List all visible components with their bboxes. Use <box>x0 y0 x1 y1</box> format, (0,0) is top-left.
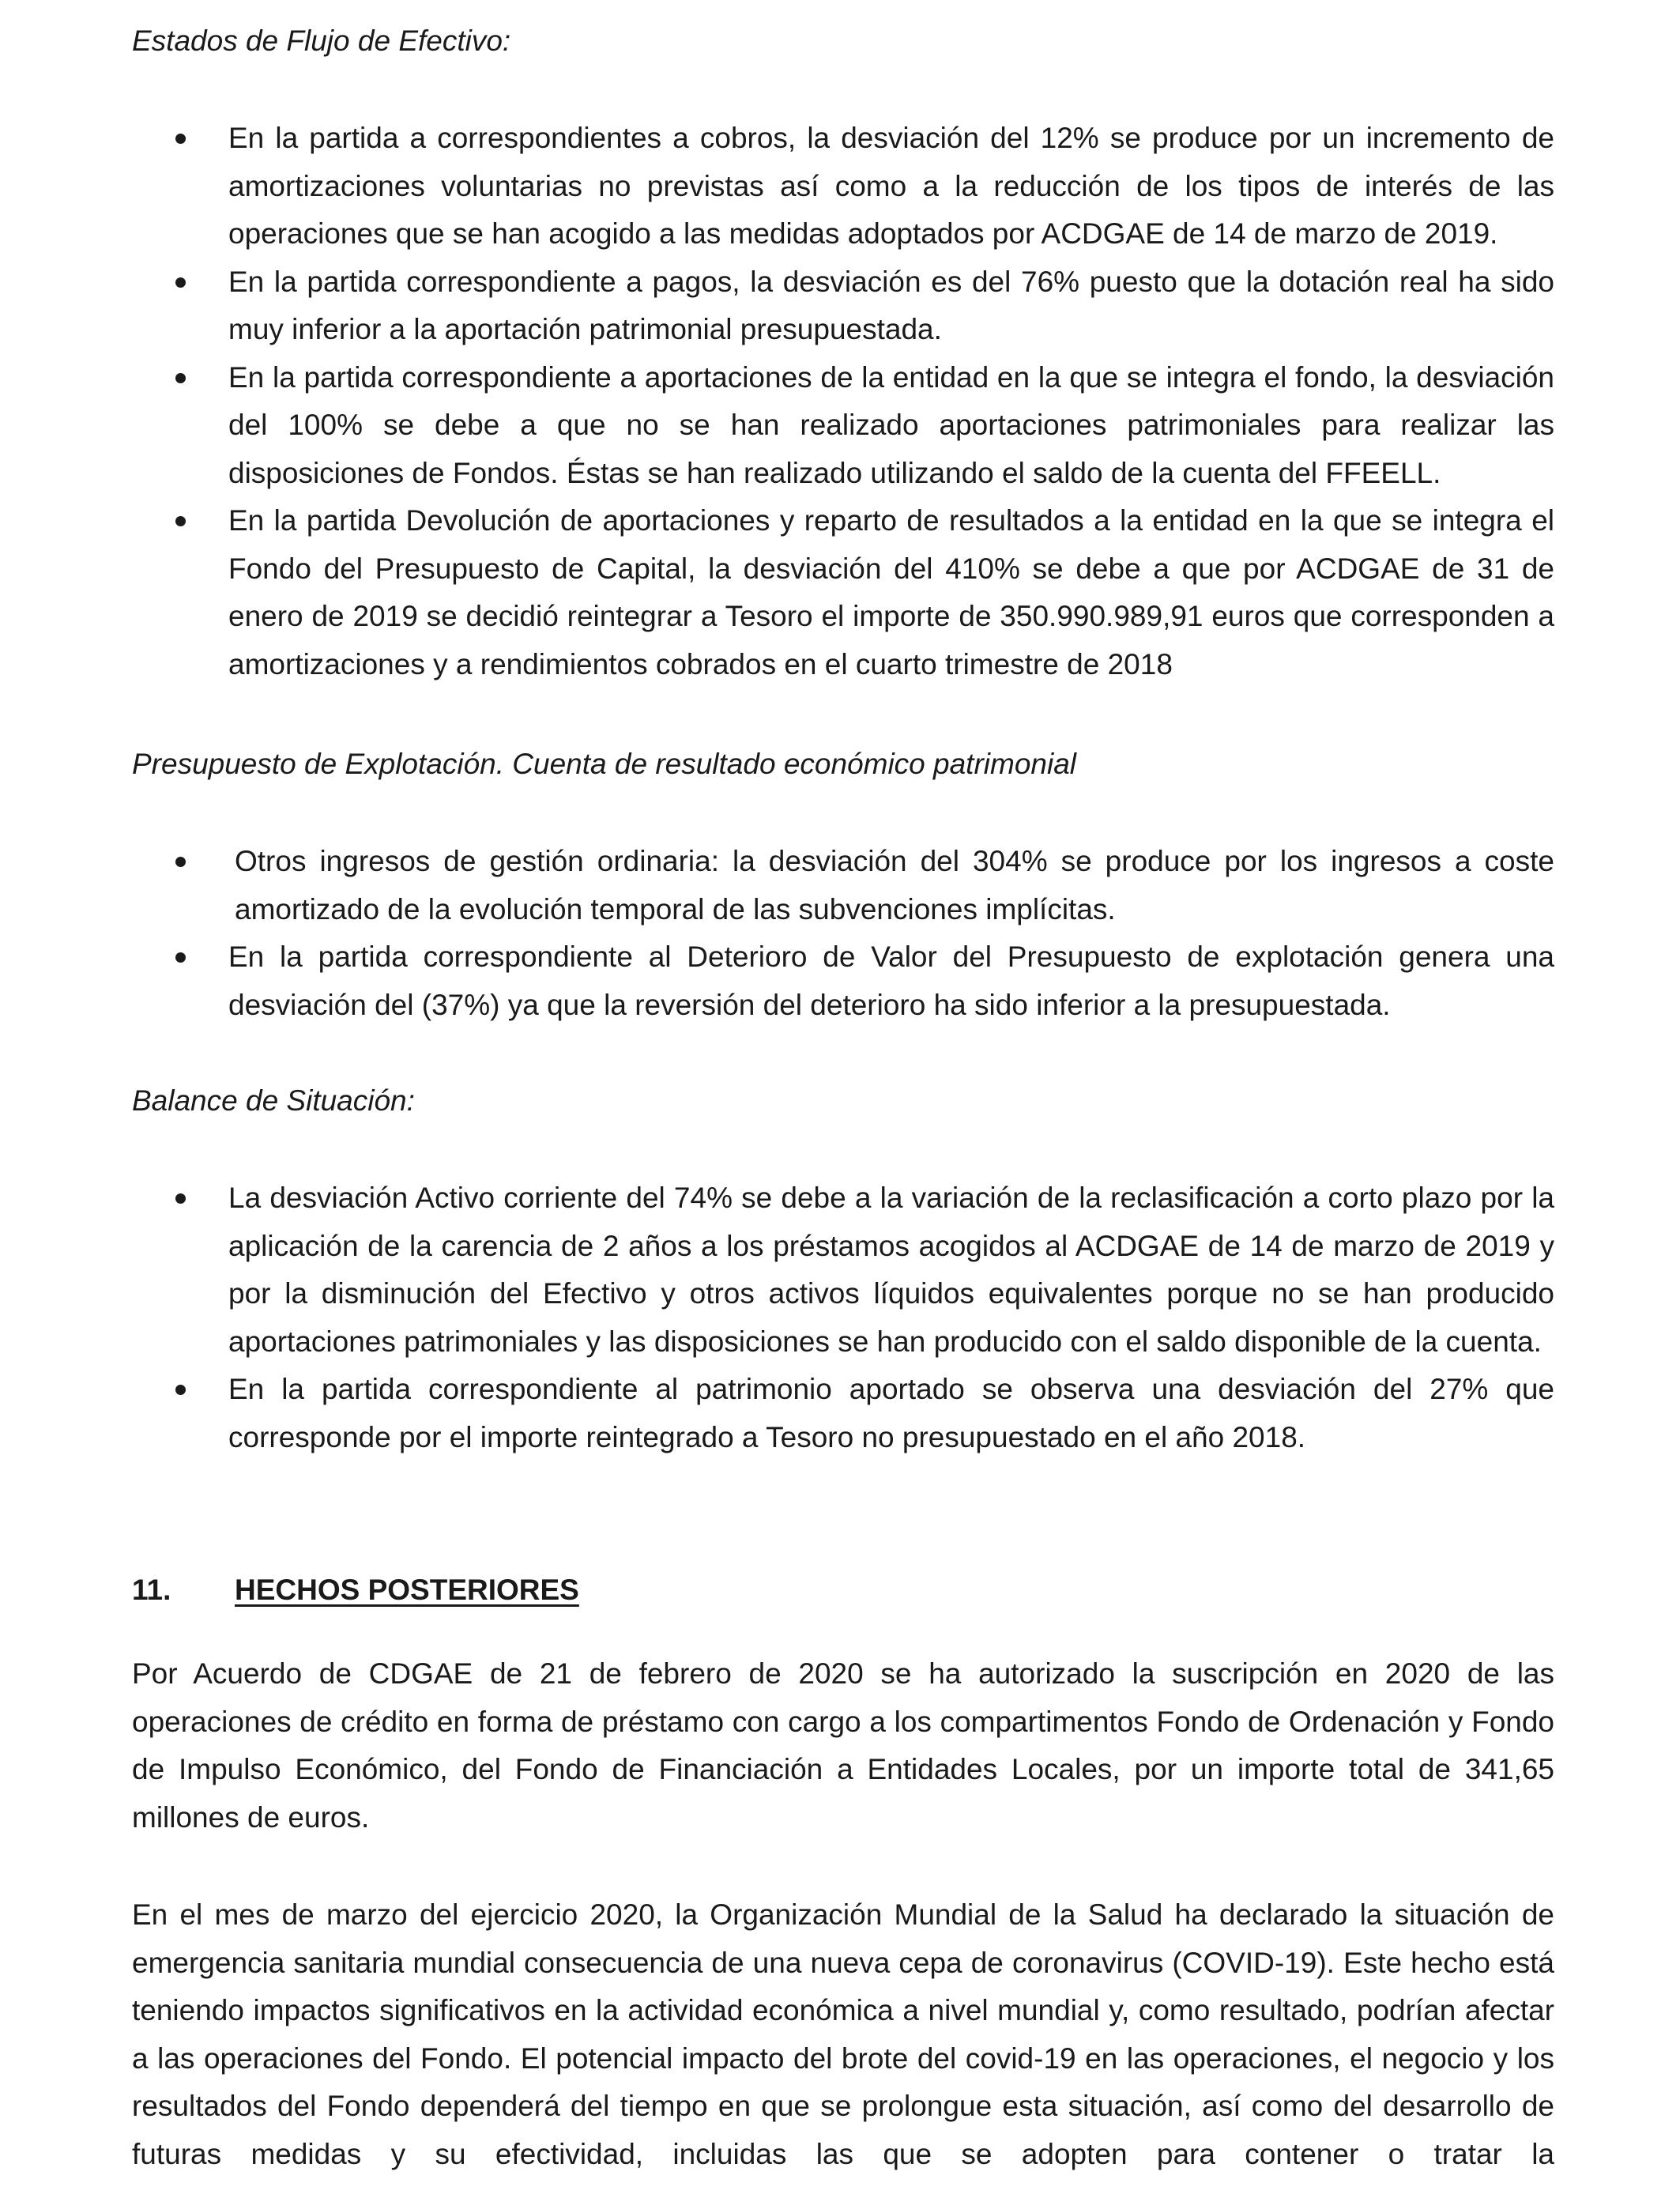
cash-flow-list <box>132 115 1554 688</box>
bullet-icon <box>175 277 186 288</box>
section-heading <box>132 1566 579 1614</box>
bullet-icon <box>175 1385 186 1395</box>
section-title: HECHOS POSTERIORES <box>235 1574 579 1606</box>
list-item: En la partida correspondiente al patrimonio aportado se observa una desviación del 27% que corresponde por el importe reintegrado a Tesoro no presupuestado en el año 2018. <box>132 1366 1554 1461</box>
list-item: En la partida correspondiente al Deterioro de Valor del Presupuesto de explotación genera una desviación del (37%) ya que la reversión del deterioro ha sido inferior a la presupuestada. <box>132 933 1554 1029</box>
list-item: En la partida Devolución de aportaciones y reparto de resultados a la entidad en la que se integra el Fondo del Presupuesto de Capital, la desviación del 410% se debe a que por ACDGAE de 31 de enero de 2019 se decidió reintegrar a Tesoro el importe de 350.990.989,91 euros que corresponden a amortizaciones y a rendimientos cobrados en el cuarto trimestre de 2018 <box>132 497 1554 688</box>
balance-sheet-list <box>132 1174 1554 1461</box>
paragraph: Por Acuerdo de CDGAE de 21 de febrero de 2020 se ha autorizado la suscripción en 2020 de las operaciones de crédito en forma de préstamo con cargo a los compartimentos Fondo de Ordenación y Fondo de Impulso Económico, del Fondo de Financiación a Entidades Locales, por un importe total de 341,65 millones de euros. <box>132 1657 1554 1834</box>
bullet-icon <box>175 952 186 963</box>
bullet-icon <box>175 516 186 526</box>
list-item: En la partida correspondiente a aportaciones de la entidad en la que se integra el fondo, la desviación del 100% se debe a que no se han realizado aportaciones patrimoniales para realizar las disposiciones de Fondos. Éstas se han realizado utilizando el saldo de la cuenta del FFEELL. <box>132 354 1554 498</box>
bullet-icon <box>175 373 186 383</box>
list-item: La desviación Activo corriente del 74% se debe a la variación de la reclasificación a corto plazo por la aplicación de la carencia de 2 años a los préstamos acogidos al ACDGAE de 14 de marzo de 2019 y por la disminución del Efectivo y otros activos líquidos equivalentes porque no se han producido aportaciones patrimoniales y las disposiciones se han producido con el saldo disponible de la cuenta. <box>132 1174 1554 1366</box>
operating-budget-list <box>132 838 1554 1029</box>
section-number: 11. <box>132 1574 171 1606</box>
list-item: En la partida correspondiente a pagos, la desviación es del 76% puesto que la dotación real ha sido muy inferior a la aportación patrimonial presupuestada. <box>132 258 1554 354</box>
bullet-icon <box>175 1193 186 1204</box>
cash-flow-heading: Estados de Flujo de Efectivo: <box>132 25 511 57</box>
paragraph: En el mes de marzo del ejercicio 2020, la Organización Mundial de la Salud ha declarado la situación de emergencia sanitaria mundial consecuencia de una nueva cepa de coronavirus (COVID-19). Este hecho está teniendo impactos significativos en la actividad económica a nivel mundial y, como resultado, podrían afectar a las operaciones del Fondo. El potencial impacto del brote del covid-19 en las operaciones, el negocio y los resultados del Fondo dependerá del tiempo en que se prolongue esta situación, así como del desarrollo de futuras medidas y su efectividad, incluidas las que se adopten para contener o tratar la <box>132 1898 1554 2170</box>
list-item: Otros ingresos de gestión ordinaria: la desviación del 304% se produce por los ingresos a coste amortizado de la evolución temporal de las subvenciones implícitas. <box>132 838 1554 933</box>
bullet-icon <box>175 134 186 144</box>
balance-sheet-heading: Balance de Situación: <box>132 1084 415 1117</box>
list-item: En la partida a correspondientes a cobros, la desviación del 12% se produce por un incremento de amortizaciones voluntarias no previstas así como a la reducción de los tipos de interés de las operaciones que se han acogido a las medidas adoptados por ACDGAE de 14 de marzo de 2019. <box>132 115 1554 258</box>
operating-budget-heading: Presupuesto de Explotación. Cuenta de resultado económico patrimonial <box>132 748 1077 780</box>
bullet-icon <box>175 857 186 867</box>
